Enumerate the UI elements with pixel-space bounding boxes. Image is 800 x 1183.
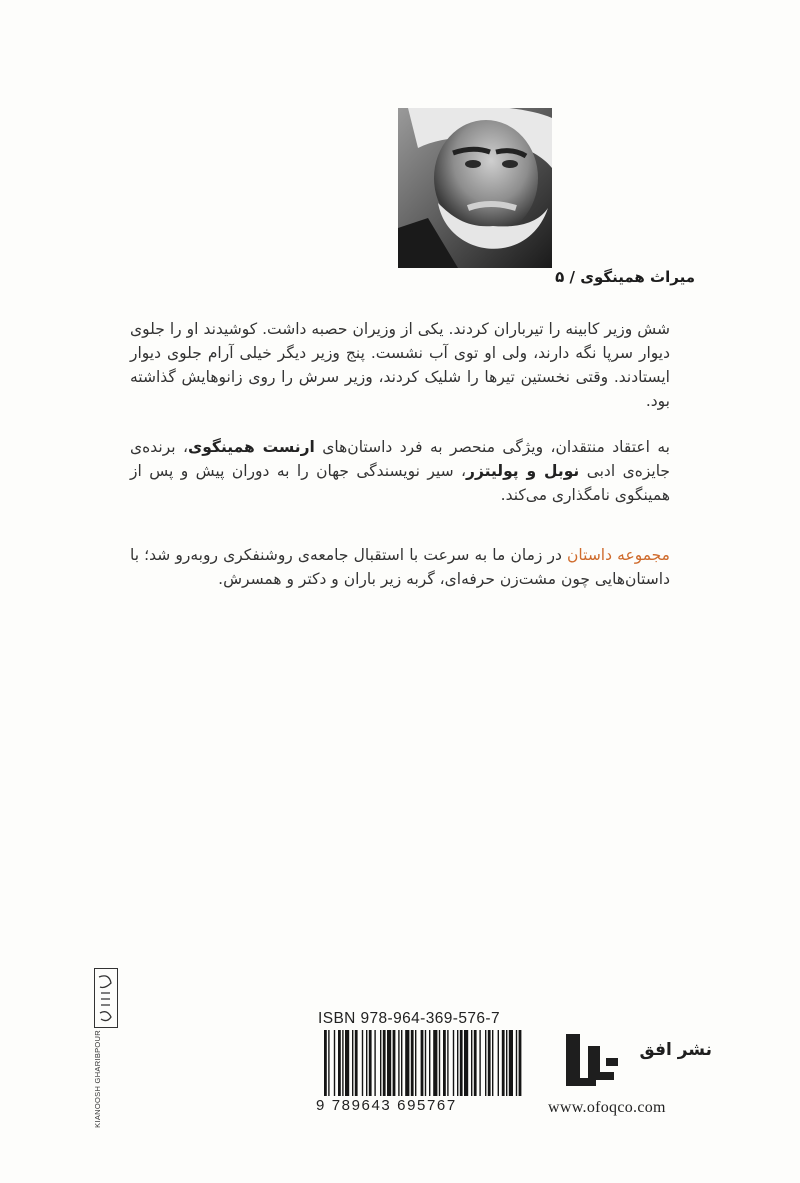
- author-name: ارنست همینگوی: [188, 438, 315, 456]
- collection-text: در زمان ما به سرعت با استقبال جامعه‌ی روشنفکری روبه‌رو شد؛ با داستان‌هایی چون مشت‌زن حرفه‌ای، گربه زیر باران و دکتر و همسرش.: [130, 546, 670, 588]
- designer-logo: [88, 968, 122, 1128]
- excerpt-paragraph: شش وزیر کابینه را تیرباران کردند. یکی از وزیران حصبه داشت. کوشیدند او را جلوی دیوار سرپا نگه دارند، ولی او توی آب نشست. پنج وزیر دیگر خیلی آرام جلوی دیوار ایستادند. وقتی نخستین تیرها را شلیک کردند، وزیر سرش را روی زانوهایش گذاشته بود.: [130, 320, 670, 410]
- critics-text: ، برنده‌ی جایزه‌ی ادبی: [130, 438, 670, 480]
- designer-name: KIANOOSH GHARIBPOUR: [93, 1030, 102, 1128]
- publisher-url[interactable]: www.ofoqco.com: [548, 1099, 666, 1116]
- author-portrait: [398, 108, 552, 268]
- critics-text: ، سیر نویسندگی جهان را به دوران پیش و پس از همینگوی نامگذاری می‌کند.: [130, 462, 670, 504]
- collection-paragraph: [130, 543, 670, 591]
- isbn-text: ISBN 978-964-369-576-7: [318, 1010, 500, 1027]
- critics-text: به اعتقاد منتقدان، ویژگی منحصر به فرد داستان‌های: [314, 438, 670, 456]
- designer-logo-mark: [94, 968, 118, 1028]
- critics-paragraph: [130, 435, 670, 507]
- publisher-name: نشر افق: [639, 1040, 712, 1060]
- prize-names: نوبل و پولیتزر: [466, 462, 580, 480]
- collection-title: مجموعه داستان: [567, 546, 670, 564]
- barcode-digits: 9 789643 695767: [316, 1097, 457, 1114]
- series-label: میراث همینگوی / ۵: [555, 268, 695, 286]
